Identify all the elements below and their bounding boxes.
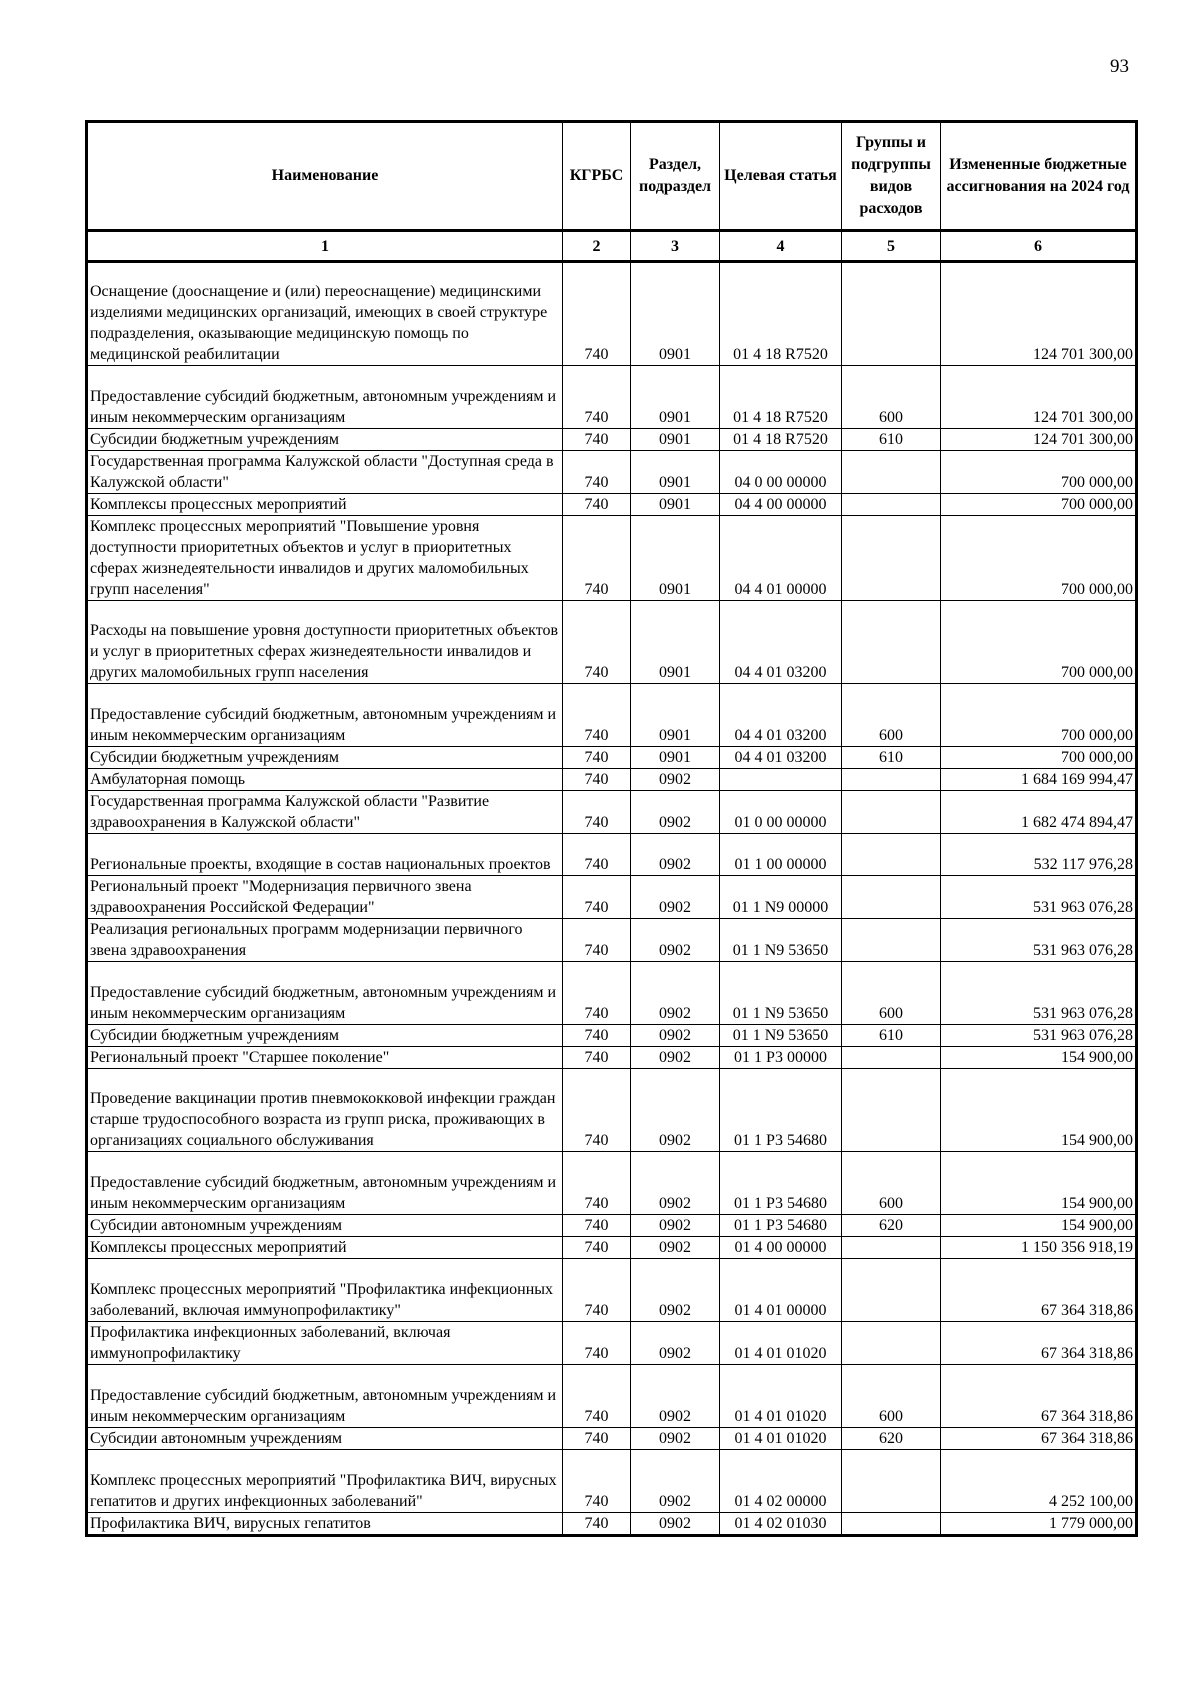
column-number-row	[87, 231, 1137, 262]
cell-kgrbs: 740	[563, 1428, 631, 1450]
cell-name: Предоставление субсидий бюджетным, автономным учреждениям и иным некоммерческим организациям	[87, 1365, 563, 1428]
cell-kgrbs: 740	[563, 769, 631, 791]
cell-name: Региональные проекты, входящие в состав национальных проектов	[87, 834, 563, 876]
cell-kgrbs: 740	[563, 684, 631, 747]
cell-section: 0902	[631, 1365, 720, 1428]
cell-section: 0901	[631, 684, 720, 747]
cell-kgrbs: 740	[563, 1047, 631, 1069]
header-kgrbs: КГРБС	[563, 122, 631, 231]
header-name: Наименование	[87, 122, 563, 231]
table-body	[87, 262, 1137, 1536]
cell-kgrbs: 740	[563, 1152, 631, 1215]
cell-section: 0902	[631, 876, 720, 919]
cell-name: Профилактика ВИЧ, вирусных гепатитов	[87, 1513, 563, 1536]
cell-target: 01 4 01 01020	[720, 1322, 842, 1365]
table-row	[87, 366, 1137, 429]
cell-group: 600	[842, 962, 941, 1025]
cell-name: Региональный проект "Модернизация первичного звена здравоохранения Российской Федерации"	[87, 876, 563, 919]
cell-section: 0902	[631, 1428, 720, 1450]
cell-group: 600	[842, 1365, 941, 1428]
table-row	[87, 516, 1137, 601]
cell-kgrbs: 740	[563, 1365, 631, 1428]
cell-section: 0902	[631, 834, 720, 876]
cell-kgrbs: 740	[563, 1259, 631, 1322]
cell-target: 01 1 P3 54680	[720, 1152, 842, 1215]
cell-section: 0902	[631, 1450, 720, 1513]
table-row	[87, 1450, 1137, 1513]
cell-amount: 154 900,00	[941, 1069, 1137, 1152]
cell-target: 01 4 18 R7520	[720, 429, 842, 451]
cell-target: 01 4 01 00000	[720, 1259, 842, 1322]
cell-target: 01 1 N9 53650	[720, 919, 842, 962]
table-row	[87, 494, 1137, 516]
cell-kgrbs: 740	[563, 1237, 631, 1259]
header-target: Целевая статья	[720, 122, 842, 231]
cell-amount: 531 963 076,28	[941, 919, 1137, 962]
cell-section: 0902	[631, 962, 720, 1025]
cell-group	[842, 1259, 941, 1322]
cell-name: Предоставление субсидий бюджетным, автономным учреждениям и иным некоммерческим организациям	[87, 962, 563, 1025]
cell-section: 0902	[631, 791, 720, 834]
table-row	[87, 791, 1137, 834]
table-row	[87, 1025, 1137, 1047]
cell-name: Региональный проект "Старшее поколение"	[87, 1047, 563, 1069]
cell-target: 04 4 01 03200	[720, 747, 842, 769]
table-row	[87, 1047, 1137, 1069]
cell-group	[842, 876, 941, 919]
cell-section: 0902	[631, 1047, 720, 1069]
cell-group: 600	[842, 684, 941, 747]
cell-section: 0902	[631, 1152, 720, 1215]
cell-section: 0902	[631, 1259, 720, 1322]
cell-amount: 531 963 076,28	[941, 1025, 1137, 1047]
cell-group	[842, 516, 941, 601]
cell-kgrbs: 740	[563, 1069, 631, 1152]
cell-kgrbs: 740	[563, 429, 631, 451]
column-number: 2	[563, 231, 631, 262]
cell-target: 01 1 N9 00000	[720, 876, 842, 919]
cell-target: 01 1 00 00000	[720, 834, 842, 876]
table-row	[87, 834, 1137, 876]
column-number: 4	[720, 231, 842, 262]
cell-amount: 700 000,00	[941, 601, 1137, 684]
cell-amount: 1 684 169 994,47	[941, 769, 1137, 791]
cell-kgrbs: 740	[563, 451, 631, 494]
table-row	[87, 1513, 1137, 1536]
cell-group	[842, 1069, 941, 1152]
cell-kgrbs: 740	[563, 834, 631, 876]
cell-name: Расходы на повышение уровня доступности приоритетных объектов и услуг в приоритетных сферах жизнедеятельности инвалидов и других маломобильных групп населения	[87, 601, 563, 684]
table-row	[87, 429, 1137, 451]
page-number: 93	[1110, 56, 1129, 77]
cell-section: 0901	[631, 494, 720, 516]
cell-kgrbs: 740	[563, 366, 631, 429]
cell-target: 01 4 02 00000	[720, 1450, 842, 1513]
cell-group	[842, 1237, 941, 1259]
table-row	[87, 876, 1137, 919]
cell-name: Предоставление субсидий бюджетным, автономным учреждениям и иным некоммерческим организациям	[87, 366, 563, 429]
cell-kgrbs: 740	[563, 494, 631, 516]
cell-section: 0902	[631, 919, 720, 962]
cell-amount: 124 701 300,00	[941, 429, 1137, 451]
cell-section: 0901	[631, 601, 720, 684]
cell-amount: 700 000,00	[941, 451, 1137, 494]
table-row	[87, 769, 1137, 791]
cell-target: 04 4 01 03200	[720, 601, 842, 684]
cell-target: 04 4 01 03200	[720, 684, 842, 747]
cell-kgrbs: 740	[563, 262, 631, 366]
cell-kgrbs: 740	[563, 1215, 631, 1237]
table-row	[87, 684, 1137, 747]
cell-section: 0901	[631, 366, 720, 429]
cell-name: Предоставление субсидий бюджетным, автономным учреждениям и иным некоммерческим организациям	[87, 1152, 563, 1215]
cell-target: 04 4 00 00000	[720, 494, 842, 516]
cell-section: 0902	[631, 1069, 720, 1152]
cell-group: 610	[842, 1025, 941, 1047]
cell-group	[842, 262, 941, 366]
cell-section: 0901	[631, 429, 720, 451]
cell-group	[842, 1450, 941, 1513]
cell-amount: 4 252 100,00	[941, 1450, 1137, 1513]
cell-name: Государственная программа Калужской области "Развитие здравоохранения в Калужской области"	[87, 791, 563, 834]
cell-amount: 1 779 000,00	[941, 1513, 1137, 1536]
cell-group	[842, 834, 941, 876]
cell-amount: 700 000,00	[941, 494, 1137, 516]
cell-name: Государственная программа Калужской области "Доступная среда в Калужской области"	[87, 451, 563, 494]
cell-name: Реализация региональных программ модернизации первичного звена здравоохранения	[87, 919, 563, 962]
cell-section: 0901	[631, 516, 720, 601]
table-row	[87, 919, 1137, 962]
cell-section: 0901	[631, 451, 720, 494]
cell-target: 01 4 18 R7520	[720, 366, 842, 429]
cell-target: 01 4 00 00000	[720, 1237, 842, 1259]
header-amount: Измененные бюджетные ассигнования на 2024 год	[941, 122, 1137, 231]
cell-amount: 67 364 318,86	[941, 1428, 1137, 1450]
cell-kgrbs: 740	[563, 747, 631, 769]
budget-table	[85, 120, 1138, 1537]
cell-kgrbs: 740	[563, 601, 631, 684]
cell-group	[842, 791, 941, 834]
cell-amount: 124 701 300,00	[941, 366, 1137, 429]
cell-group	[842, 451, 941, 494]
table-row	[87, 1428, 1137, 1450]
cell-group	[842, 769, 941, 791]
cell-group	[842, 494, 941, 516]
cell-section: 0901	[631, 747, 720, 769]
cell-amount: 531 963 076,28	[941, 962, 1137, 1025]
cell-name: Комплекс процессных мероприятий "Повышение уровня доступности приоритетных объектов и услуг в приоритетных сферах жизнедеятельности инвалидов и других маломобильных групп населения"	[87, 516, 563, 601]
cell-target: 01 4 02 01030	[720, 1513, 842, 1536]
cell-target: 04 4 01 00000	[720, 516, 842, 601]
cell-name: Оснащение (дооснащение и (или) переоснащение) медицинскими изделиями медицинских организаций, имеющих в своей структуре подразделения, оказывающие медицинскую помощь по медицинской реабилитации	[87, 262, 563, 366]
column-number: 5	[842, 231, 941, 262]
cell-kgrbs: 740	[563, 876, 631, 919]
cell-target: 01 4 01 01020	[720, 1365, 842, 1428]
cell-group: 610	[842, 747, 941, 769]
table-row	[87, 1152, 1137, 1215]
cell-amount: 67 364 318,86	[941, 1322, 1137, 1365]
cell-target: 01 1 N9 53650	[720, 962, 842, 1025]
cell-name: Комплекс процессных мероприятий "Профилактика инфекционных заболеваний, включая иммунопрофилактику"	[87, 1259, 563, 1322]
cell-kgrbs: 740	[563, 919, 631, 962]
cell-amount: 531 963 076,28	[941, 876, 1137, 919]
cell-kgrbs: 740	[563, 516, 631, 601]
cell-amount: 154 900,00	[941, 1215, 1137, 1237]
cell-group: 600	[842, 1152, 941, 1215]
cell-name: Субсидии бюджетным учреждениям	[87, 747, 563, 769]
header-groups: Группы и подгруппы видов расходов	[842, 122, 941, 231]
cell-group	[842, 919, 941, 962]
cell-kgrbs: 740	[563, 962, 631, 1025]
cell-amount: 700 000,00	[941, 684, 1137, 747]
cell-amount: 532 117 976,28	[941, 834, 1137, 876]
table-row	[87, 1069, 1137, 1152]
cell-section: 0902	[631, 1025, 720, 1047]
cell-target: 01 1 P3 00000	[720, 1047, 842, 1069]
cell-kgrbs: 740	[563, 1513, 631, 1536]
cell-section: 0901	[631, 262, 720, 366]
table-row	[87, 262, 1137, 366]
cell-name: Проведение вакцинации против пневмококковой инфекции граждан старше трудоспособного возраста из групп риска, проживающих в организациях социального обслуживания	[87, 1069, 563, 1152]
cell-target: 01 4 01 01020	[720, 1428, 842, 1450]
cell-amount: 700 000,00	[941, 747, 1137, 769]
header-section: Раздел, подраздел	[631, 122, 720, 231]
cell-group: 600	[842, 366, 941, 429]
cell-section: 0902	[631, 1215, 720, 1237]
table-header-row	[87, 122, 1137, 231]
cell-kgrbs: 740	[563, 1322, 631, 1365]
cell-amount: 1 682 474 894,47	[941, 791, 1137, 834]
table-row	[87, 1259, 1137, 1322]
cell-group: 620	[842, 1215, 941, 1237]
table-row	[87, 962, 1137, 1025]
cell-name: Субсидии бюджетным учреждениям	[87, 1025, 563, 1047]
cell-group	[842, 601, 941, 684]
cell-target: 01 0 00 00000	[720, 791, 842, 834]
cell-name: Комплексы процессных мероприятий	[87, 494, 563, 516]
column-number: 3	[631, 231, 720, 262]
cell-section: 0902	[631, 1237, 720, 1259]
cell-amount: 154 900,00	[941, 1152, 1137, 1215]
cell-target: 01 1 P3 54680	[720, 1069, 842, 1152]
table-row	[87, 1365, 1137, 1428]
column-number: 1	[87, 231, 563, 262]
cell-target	[720, 769, 842, 791]
cell-group	[842, 1047, 941, 1069]
table-row	[87, 1237, 1137, 1259]
cell-name: Комплекс процессных мероприятий "Профилактика ВИЧ, вирусных гепатитов и других инфекционных заболеваний"	[87, 1450, 563, 1513]
cell-group	[842, 1322, 941, 1365]
table-row	[87, 601, 1137, 684]
table-row	[87, 747, 1137, 769]
cell-amount: 67 364 318,86	[941, 1259, 1137, 1322]
cell-amount: 700 000,00	[941, 516, 1137, 601]
cell-name: Комплексы процессных мероприятий	[87, 1237, 563, 1259]
table-row	[87, 1215, 1137, 1237]
cell-name: Профилактика инфекционных заболеваний, включая иммунопрофилактику	[87, 1322, 563, 1365]
cell-group: 620	[842, 1428, 941, 1450]
cell-group	[842, 1513, 941, 1536]
column-number: 6	[941, 231, 1137, 262]
cell-target: 04 0 00 00000	[720, 451, 842, 494]
cell-name: Амбулаторная помощь	[87, 769, 563, 791]
cell-group: 610	[842, 429, 941, 451]
cell-kgrbs: 740	[563, 791, 631, 834]
cell-section: 0902	[631, 1513, 720, 1536]
table-row	[87, 451, 1137, 494]
cell-amount: 1 150 356 918,19	[941, 1237, 1137, 1259]
cell-name: Предоставление субсидий бюджетным, автономным учреждениям и иным некоммерческим организациям	[87, 684, 563, 747]
table-row	[87, 1322, 1137, 1365]
cell-amount: 154 900,00	[941, 1047, 1137, 1069]
cell-target: 01 4 18 R7520	[720, 262, 842, 366]
cell-amount: 124 701 300,00	[941, 262, 1137, 366]
cell-name: Субсидии автономным учреждениям	[87, 1215, 563, 1237]
cell-target: 01 1 N9 53650	[720, 1025, 842, 1047]
cell-name: Субсидии автономным учреждениям	[87, 1428, 563, 1450]
cell-kgrbs: 740	[563, 1025, 631, 1047]
cell-section: 0902	[631, 1322, 720, 1365]
cell-target: 01 1 P3 54680	[720, 1215, 842, 1237]
cell-section: 0902	[631, 769, 720, 791]
cell-amount: 67 364 318,86	[941, 1365, 1137, 1428]
cell-name: Субсидии бюджетным учреждениям	[87, 429, 563, 451]
cell-kgrbs: 740	[563, 1450, 631, 1513]
